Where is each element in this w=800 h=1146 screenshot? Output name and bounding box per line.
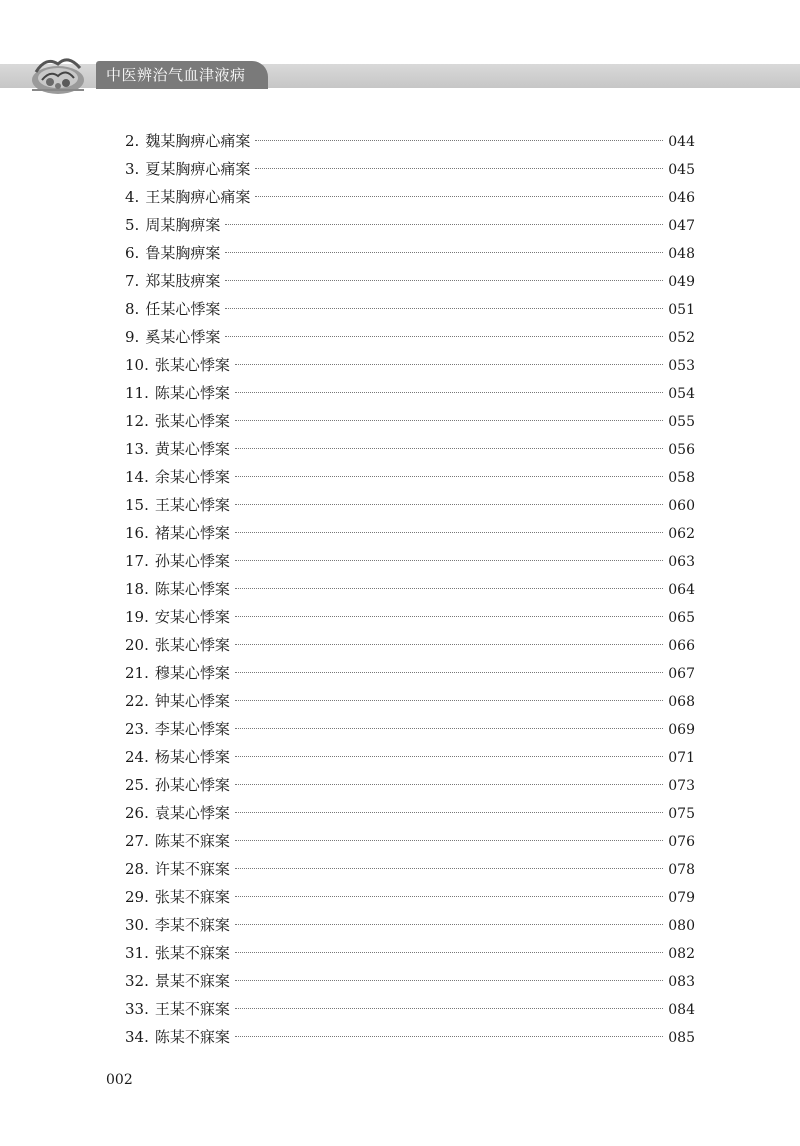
toc-entry-page: 051: [668, 302, 695, 318]
toc-entry-title: 陈某心悸案: [154, 384, 230, 402]
toc-entry-title: 任某心悸案: [145, 300, 221, 318]
toc-entry[interactable]: [125, 519, 695, 547]
toc-dot-leader: [235, 812, 663, 813]
toc-entry-page: 053: [668, 358, 695, 374]
toc-entry-number: 22.: [125, 692, 149, 710]
toc-entry-number: 29.: [125, 888, 149, 906]
toc-entry-number: 16.: [125, 524, 149, 542]
toc-entry-number: 19.: [125, 608, 149, 626]
toc-dot-leader: [235, 588, 663, 589]
toc-entry-number: 7.: [125, 272, 140, 290]
toc-entry-page: 069: [668, 722, 695, 738]
toc-dot-leader: [235, 504, 663, 505]
toc-entry-page: 064: [668, 582, 695, 598]
toc-entry-number: 21.: [125, 664, 149, 682]
toc-entry[interactable]: [125, 883, 695, 911]
toc-entry-page: 049: [668, 274, 695, 290]
toc-entry-page: 054: [668, 386, 695, 402]
toc-entry-page: 068: [668, 694, 695, 710]
toc-entry[interactable]: [125, 351, 695, 379]
toc-entry-title: 袁某心悸案: [154, 804, 230, 822]
toc-entry-page: 066: [668, 638, 695, 654]
toc-dot-leader: [235, 448, 663, 449]
toc-dot-leader: [235, 896, 663, 897]
toc-entry-page: 080: [668, 918, 695, 934]
toc-entry[interactable]: [125, 687, 695, 715]
toc-entry-title: 周某胸痹案: [145, 216, 221, 234]
toc-entry-page: 082: [668, 946, 695, 962]
toc-dot-leader: [235, 1036, 663, 1037]
herb-logo-icon: [28, 50, 88, 98]
toc-entry-title: 余某心悸案: [154, 468, 230, 486]
toc-entry-number: 30.: [125, 916, 149, 934]
toc-entry-title: 张某心悸案: [154, 636, 230, 654]
toc-entry-number: 9.: [125, 328, 140, 346]
toc-entry-number: 33.: [125, 1000, 149, 1018]
toc-entry-page: 056: [668, 442, 695, 458]
toc-entry-number: 34.: [125, 1028, 149, 1046]
toc-entry-number: 12.: [125, 412, 149, 430]
toc-entry[interactable]: [125, 827, 695, 855]
toc-entry-title: 安某心悸案: [154, 608, 230, 626]
toc-dot-leader: [235, 476, 663, 477]
toc-entry-title: 许某不寐案: [154, 860, 230, 878]
toc-entry[interactable]: [125, 939, 695, 967]
toc-entry-number: 2.: [125, 132, 140, 150]
toc-entry-number: 10.: [125, 356, 149, 374]
toc-dot-leader: [235, 532, 663, 533]
toc-entry-title: 郑某肢痹案: [145, 272, 221, 290]
toc-entry[interactable]: [125, 575, 695, 603]
toc-entry-title: 张某不寐案: [154, 888, 230, 906]
toc-entry[interactable]: [125, 379, 695, 407]
toc-entry-title: 钟某心悸案: [154, 692, 230, 710]
toc-entry-title: 褚某心悸案: [154, 524, 230, 542]
toc-entry-page: 045: [668, 162, 695, 178]
toc-entry-title: 张某心悸案: [154, 356, 230, 374]
toc-entry-page: 071: [668, 750, 695, 766]
toc-entry-number: 26.: [125, 804, 149, 822]
toc-entry-number: 6.: [125, 244, 140, 262]
toc-entry-title: 黄某心悸案: [154, 440, 230, 458]
book-title: 中医辨治气血津液病: [106, 66, 246, 84]
toc-entry-number: 17.: [125, 552, 149, 570]
toc-dot-leader: [235, 560, 663, 561]
toc-entry[interactable]: [125, 323, 695, 351]
toc-entry[interactable]: [125, 631, 695, 659]
table-of-contents: [125, 127, 695, 1051]
toc-entry[interactable]: [125, 435, 695, 463]
toc-dot-leader: [235, 952, 663, 953]
toc-entry-title: 夏某胸痹心痛案: [145, 160, 251, 178]
toc-dot-leader: [235, 728, 663, 729]
toc-dot-leader: [225, 308, 663, 309]
toc-entry-page: 085: [668, 1030, 695, 1046]
toc-entry-number: 24.: [125, 748, 149, 766]
toc-entry[interactable]: [125, 799, 695, 827]
toc-dot-leader: [235, 980, 663, 981]
toc-entry-title: 张某心悸案: [154, 412, 230, 430]
toc-entry-number: 4.: [125, 188, 140, 206]
toc-entry[interactable]: [125, 239, 695, 267]
toc-entry-title: 李某心悸案: [154, 720, 230, 738]
toc-entry-page: 078: [668, 862, 695, 878]
toc-entry[interactable]: [125, 967, 695, 995]
toc-entry-page: 048: [668, 246, 695, 262]
toc-entry-page: 084: [668, 1002, 695, 1018]
toc-entry-number: 25.: [125, 776, 149, 794]
toc-entry[interactable]: [125, 127, 695, 155]
toc-dot-leader: [255, 140, 663, 141]
toc-entry-title: 王某心悸案: [154, 496, 230, 514]
toc-entry[interactable]: [125, 547, 695, 575]
toc-entry[interactable]: [125, 771, 695, 799]
toc-entry[interactable]: [125, 603, 695, 631]
toc-entry[interactable]: [125, 155, 695, 183]
toc-entry-title: 陈某不寐案: [154, 832, 230, 850]
toc-entry[interactable]: [125, 1023, 695, 1051]
toc-entry[interactable]: [125, 211, 695, 239]
toc-entry-title: 杨某心悸案: [154, 748, 230, 766]
toc-entry-number: 11.: [125, 384, 149, 402]
toc-entry-page: 079: [668, 890, 695, 906]
toc-entry-page: 062: [668, 526, 695, 542]
toc-entry-number: 8.: [125, 300, 140, 318]
toc-entry-number: 13.: [125, 440, 149, 458]
toc-entry-number: 32.: [125, 972, 149, 990]
toc-dot-leader: [235, 756, 663, 757]
toc-entry-page: 067: [668, 666, 695, 682]
toc-entry-page: 065: [668, 610, 695, 626]
toc-dot-leader: [225, 280, 663, 281]
toc-dot-leader: [225, 252, 663, 253]
toc-entry-page: 063: [668, 554, 695, 570]
toc-entry-title: 孙某心悸案: [154, 776, 230, 794]
toc-entry-number: 3.: [125, 160, 140, 178]
toc-entry[interactable]: [125, 995, 695, 1023]
toc-entry-number: 5.: [125, 216, 140, 234]
toc-entry-number: 27.: [125, 832, 149, 850]
toc-entry[interactable]: [125, 659, 695, 687]
toc-entry-title: 孙某心悸案: [154, 552, 230, 570]
toc-dot-leader: [255, 168, 663, 169]
toc-dot-leader: [225, 224, 663, 225]
toc-dot-leader: [235, 644, 663, 645]
book-title-tab: [96, 61, 268, 89]
toc-dot-leader: [235, 1008, 663, 1009]
toc-entry-number: 31.: [125, 944, 149, 962]
toc-entry-title: 陈某心悸案: [154, 580, 230, 598]
toc-entry-title: 王某不寐案: [154, 1000, 230, 1018]
toc-entry-page: 075: [668, 806, 695, 822]
toc-entry-page: 044: [668, 134, 695, 150]
toc-dot-leader: [235, 924, 663, 925]
toc-entry-number: 14.: [125, 468, 149, 486]
toc-entry-page: 055: [668, 414, 695, 430]
toc-entry-title: 陈某不寐案: [154, 1028, 230, 1046]
toc-entry-page: 046: [668, 190, 695, 206]
toc-dot-leader: [235, 364, 663, 365]
toc-entry-number: 23.: [125, 720, 149, 738]
toc-entry-title: 魏某胸痹心痛案: [145, 132, 251, 150]
toc-entry-page: 073: [668, 778, 695, 794]
toc-entry[interactable]: [125, 855, 695, 883]
toc-dot-leader: [235, 392, 663, 393]
toc-dot-leader: [235, 840, 663, 841]
toc-dot-leader: [235, 672, 663, 673]
toc-entry-number: 20.: [125, 636, 149, 654]
toc-entry-page: 076: [668, 834, 695, 850]
toc-dot-leader: [235, 420, 663, 421]
toc-entry-number: 28.: [125, 860, 149, 878]
toc-entry-title: 鲁某胸痹案: [145, 244, 221, 262]
toc-entry-title: 奚某心悸案: [145, 328, 221, 346]
toc-entry[interactable]: [125, 715, 695, 743]
toc-entry-number: 18.: [125, 580, 149, 598]
toc-entry[interactable]: [125, 463, 695, 491]
toc-entry-title: 穆某心悸案: [154, 664, 230, 682]
toc-entry-page: 083: [668, 974, 695, 990]
toc-entry[interactable]: [125, 743, 695, 771]
toc-dot-leader: [235, 616, 663, 617]
toc-entry-page: 047: [668, 218, 695, 234]
toc-dot-leader: [235, 700, 663, 701]
toc-entry[interactable]: [125, 183, 695, 211]
toc-entry-page: 052: [668, 330, 695, 346]
toc-dot-leader: [225, 336, 663, 337]
toc-entry[interactable]: [125, 267, 695, 295]
toc-entry[interactable]: [125, 911, 695, 939]
toc-dot-leader: [235, 784, 663, 785]
toc-entry-page: 060: [668, 498, 695, 514]
toc-entry-title: 张某不寐案: [154, 944, 230, 962]
toc-dot-leader: [235, 868, 663, 869]
toc-entry[interactable]: [125, 295, 695, 323]
toc-dot-leader: [255, 196, 663, 197]
toc-entry-title: 王某胸痹心痛案: [145, 188, 251, 206]
toc-entry-page: 058: [668, 470, 695, 486]
page-number: 002: [106, 1072, 133, 1088]
toc-entry[interactable]: [125, 407, 695, 435]
toc-entry-title: 李某不寐案: [154, 916, 230, 934]
toc-entry-title: 景某不寐案: [154, 972, 230, 990]
toc-entry[interactable]: [125, 491, 695, 519]
toc-entry-number: 15.: [125, 496, 149, 514]
